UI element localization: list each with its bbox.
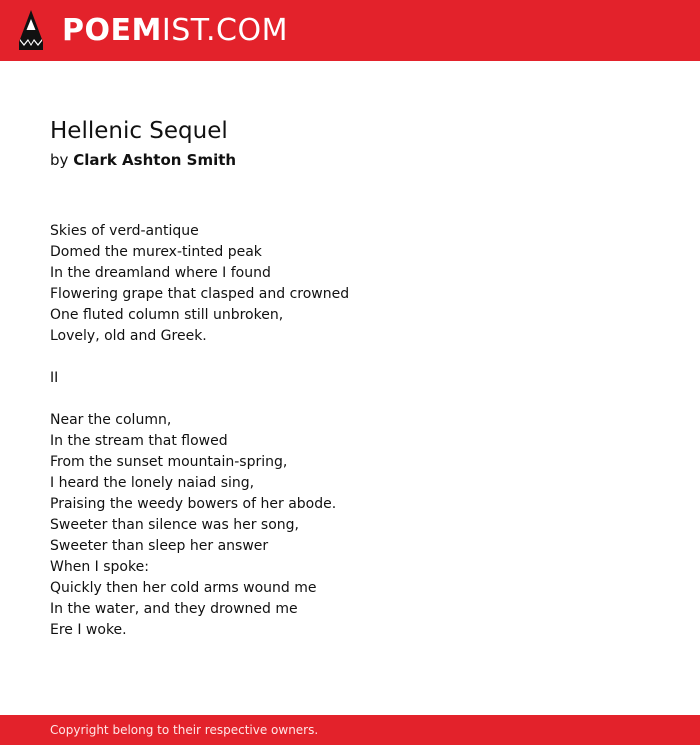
logo-bold-part: POEM — [62, 13, 162, 48]
poem-title: Hellenic Sequel — [50, 118, 228, 144]
pencil-icon — [18, 9, 44, 51]
poem-line: Quickly then her cold arms wound me — [50, 580, 317, 596]
poem-line: Domed the murex-tinted peak — [50, 244, 262, 260]
poem-line: In the water, and they drowned me — [50, 601, 298, 617]
poem-line: Skies of verd-antique — [50, 223, 199, 239]
poem-line: In the dreamland where I found — [50, 265, 271, 281]
poem-line: Sweeter than sleep her answer — [50, 538, 269, 554]
logo-light-part: IST.COM — [161, 13, 288, 48]
copyright-text: Copyright belong to their respective owners. — [50, 723, 319, 737]
poem-line: Praising the weedy bowers of her abode. — [50, 496, 337, 512]
poem-line: Lovely, old and Greek. — [50, 328, 207, 344]
site-footer — [0, 715, 700, 745]
poem-line: When I spoke: — [50, 559, 149, 575]
poem-content — [50, 116, 650, 641]
stanza-break — [50, 347, 650, 368]
by-label: by — [50, 151, 69, 169]
byline — [50, 149, 650, 171]
stanza-break — [50, 389, 650, 410]
poem-line: Ere I woke. — [50, 622, 127, 638]
poem-line: From the sunset mountain-spring, — [50, 454, 288, 470]
poem-line: Sweeter than silence was her song, — [50, 517, 299, 533]
poem-body — [50, 221, 650, 641]
poem-line: One fluted column still unbroken, — [50, 307, 284, 323]
site-logo-text — [62, 13, 288, 49]
site-header — [0, 0, 700, 61]
poem-line: Flowering grape that clasped and crowned — [50, 286, 350, 302]
poem-line: Near the column, — [50, 412, 172, 428]
poem-line: I heard the lonely naiad sing, — [50, 475, 255, 491]
poem-line: II — [50, 370, 59, 386]
author-link[interactable]: Clark Ashton Smith — [73, 151, 237, 169]
poem-line: In the stream that flowed — [50, 433, 228, 449]
